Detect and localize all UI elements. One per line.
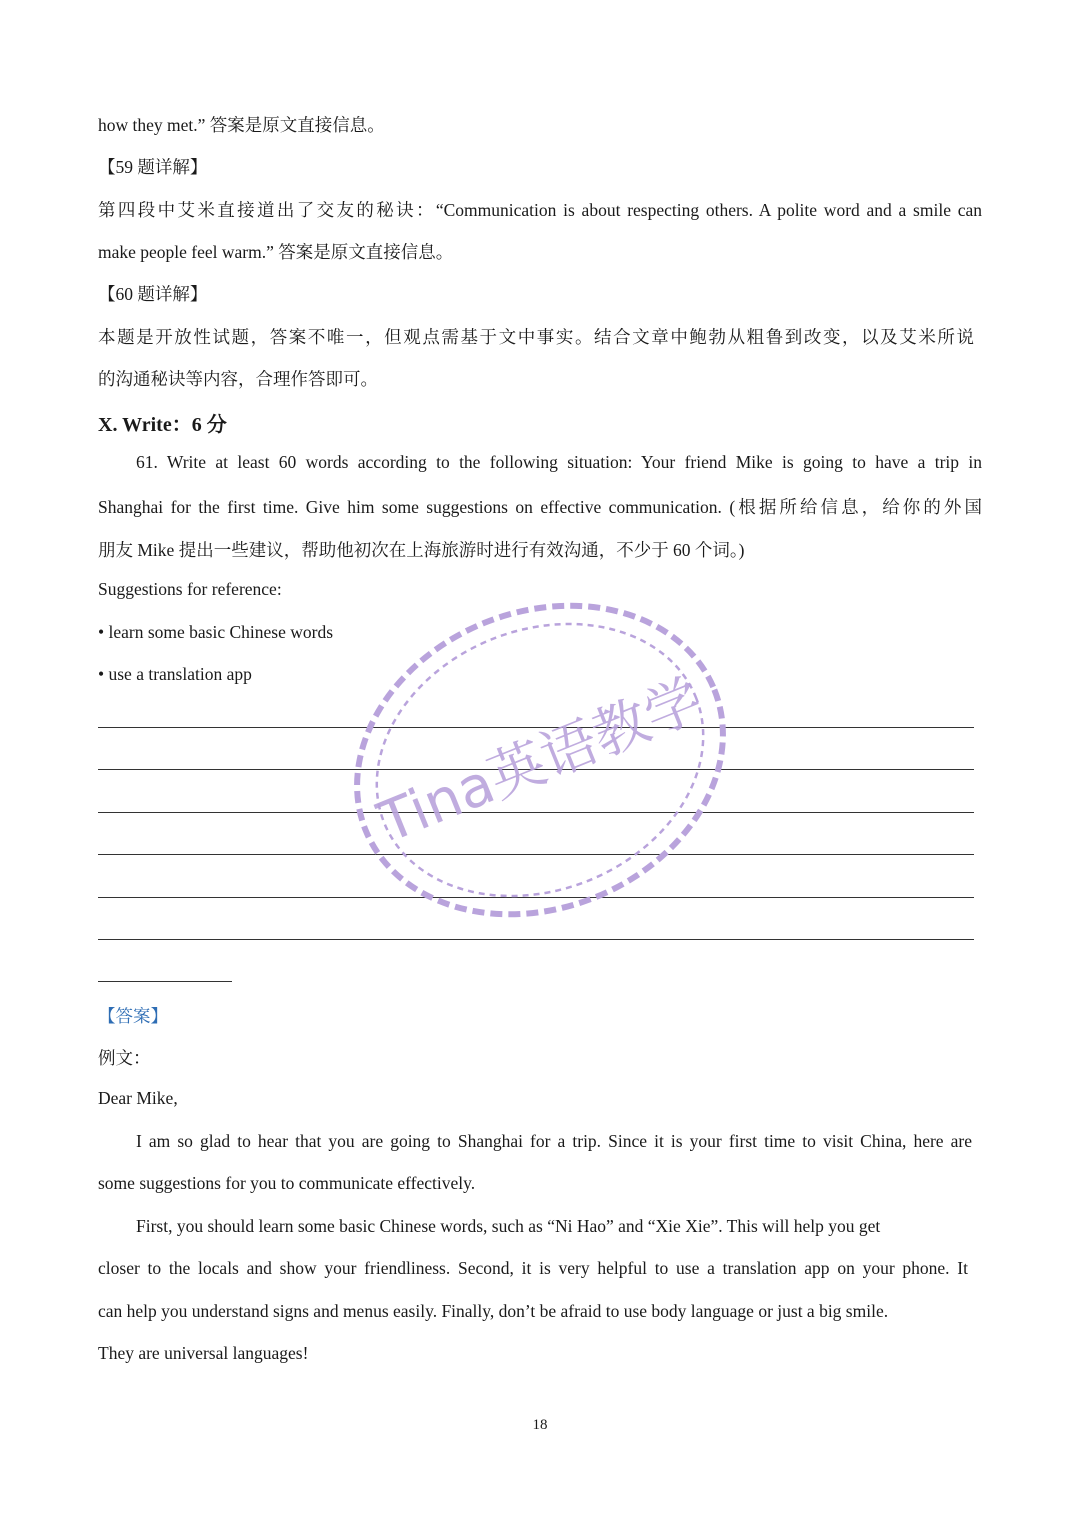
text-line: 第四段中艾米直接道出了交友的秘诀：“Communication is about respecting others. A polite word and a smile can [98,200,982,220]
essay-line: closer to the locals and show your friendliness. Second, it is very helpful to use a translation app on your phone. It [98,1258,968,1278]
suggestion-item: • use a translation app [98,664,252,684]
suggestion-item: • learn some basic Chinese words [98,622,334,642]
essay-line: First, you should learn some basic Chinese words, such as “Ni Hao” and “Xie Xie”. This will help you get [136,1216,881,1236]
question-61-line: Shanghai for the first time. Give him some suggestions on effective communication. (根据所给信息，给你的外国 [98,497,982,517]
example-label: 例文： [98,1048,151,1068]
essay-line: I am so glad to hear that you are going to Shanghai for a trip. Since it is your first time to visit China, here are [136,1131,972,1151]
question-61-line: 朋友 Mike 提出一些建议，帮助他初次在上海旅游时进行有效沟通，不少于 60 个词。) [98,540,745,560]
question-61-line: 61. Write at least 60 words according to the following situation: Your friend Mike is going to have a trip in [136,452,982,472]
svg-text:Tina英语教学: Tina英语教学 [369,667,712,856]
essay-line: They are universal languages! [98,1343,309,1363]
answer-tag: 【答案】 [98,1006,168,1026]
text-line: how they met.” 答案是原文直接信息。 [98,115,385,135]
essay-line: some suggestions for you to communicate effectively. [98,1173,476,1193]
writing-line [98,939,974,940]
suggestions-label: Suggestions for reference: [98,579,282,599]
q60-heading: 【60 题详解】 [98,284,208,304]
q59-heading: 【59 题详解】 [98,157,208,177]
section-title: X. Write：6 分 [98,414,227,436]
text-line: 的沟通秘诀等内容，合理作答即可。 [98,369,378,389]
watermark-stamp [340,590,740,930]
page-number: 18 [532,1417,548,1433]
text-line: make people feel warm.” 答案是原文直接信息。 [98,242,454,262]
writing-line-short [98,981,232,982]
text-line: 本题是开放性试题，答案不唯一，但观点需基于文中事实。结合文章中鲍勃从粗鲁到改变，以及艾米所说 [98,327,974,347]
salutation: Dear Mike, [98,1088,178,1108]
essay-line: can help you understand signs and menus easily. Finally, don’t be afraid to use body language or just a big smile. [98,1301,889,1321]
